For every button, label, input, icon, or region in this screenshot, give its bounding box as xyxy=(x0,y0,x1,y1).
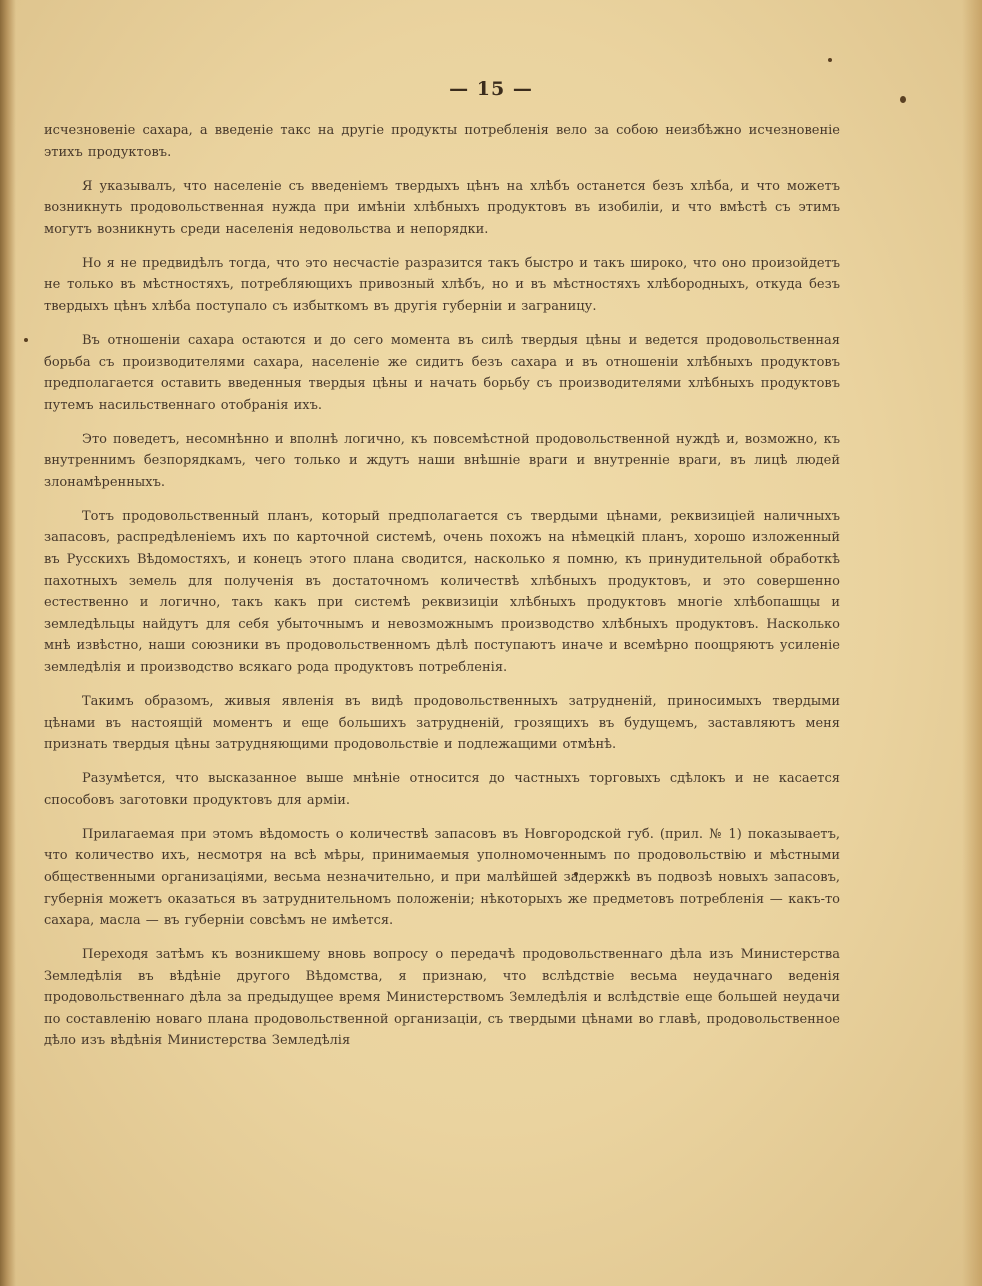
ink-speck xyxy=(828,58,832,62)
paragraph: Это поведетъ, несомнѣнно и вполнѣ логично, къ повсемѣстной продовольственной нуждѣ и, возможно, къ внутреннимъ безпорядкамъ, чего только и ждутъ наши внѣшніе враги и внутренніе враги, въ лицѣ людей злонамѣренныхъ. xyxy=(44,431,840,490)
paragraph: Прилагаемая при этомъ вѣдомость о количествѣ запасовъ въ Новгородской губ. (прил. № 1) показываетъ, что количество ихъ, несмотря на всѣ мѣры, принимаемыя уполномоченнымъ по продовольствію и мѣстными общественными организаціями, весьма незначительно, и при малѣйшей задержкѣ въ подвозѣ новыхъ запасовъ, губернія можетъ оказаться въ затруднительномъ положеніи; нѣкоторыхъ же предметовъ потребленія — какъ-то сахара, масла — въ губерніи совсѣмъ не имѣется. xyxy=(44,826,840,929)
paragraph: Въ отношеніи сахара остаются и до сего момента въ силѣ твердыя цѣны и ведется продовольственная борьба съ производителями сахара, населеніе же сидитъ безъ сахара и въ отношеніи хлѣбныхъ продуктовъ предполагается оставить введенныя твердыя цѣны и начать борьбу съ производителями хлѣбныхъ продуктовъ путемъ насильственнаго отобранія ихъ. xyxy=(44,332,840,413)
paragraph: Но я не предвидѣлъ тогда, что это несчастіе разразится такъ быстро и такъ широко, что оно произойдетъ не только въ мѣстностяхъ, потребляющихъ привозный хлѣбъ, но и въ мѣстностяхъ хлѣбородныхъ, откуда безъ твердыхъ цѣнъ хлѣба поступало съ избыткомъ въ другія губерніи и заграницу. xyxy=(44,255,840,314)
page-right-edge-shadow xyxy=(962,0,982,1286)
paragraph: Разумѣется, что высказанное выше мнѣніе относится до частныхъ торговыхъ сдѣлокъ и не касается способовъ заготовки продуктовъ для арміи. xyxy=(44,771,840,808)
ink-speck xyxy=(24,338,28,342)
paragraph: Переходя затѣмъ къ возникшему вновь вопросу о передачѣ продовольственнаго дѣла изъ Министерства Земледѣлія въ вѣдѣніе другого Вѣдомства, я признаю, что вслѣдствіе весьма неудачнаго веденія продовольственнаго дѣла за предыдущее время Министерствомъ Земледѣлія и вслѣдствіе еще большей неудачи по составленію новаго плана продовольственной организаціи, съ твердыми цѣнами во главѣ, продовольственное дѣло изъ вѣдѣнія Министерства Земледѣлія xyxy=(44,947,840,1049)
paragraph: Я указывалъ, что населеніе съ введеніемъ твердыхъ цѣнъ на хлѣбъ останется безъ хлѣба, и что можетъ возникнуть продовольственная нужда при имѣніи хлѣбныхъ продуктовъ въ изобиліи, и что вмѣстѣ съ этимъ могутъ возникнуть среди населенія недовольства и непорядки. xyxy=(44,178,840,237)
page-number: — 15 — xyxy=(449,78,533,100)
paragraph: Тотъ продовольственный планъ, который предполагается съ твердыми цѣнами, реквизиціей наличныхъ запасовъ, распредѣленіемъ ихъ по карточной системѣ, очень похожъ на нѣмецкій планъ, хорошо изложенный въ Русскихъ Вѣдомостяхъ, и конецъ этого плана сводится, насколько я помню, къ принудительной обработкѣ пахотныхъ земель для полученія въ достаточномъ количествѣ хлѣбныхъ продуктовъ, и это совершенно естественно и логично, такъ какъ при системѣ реквизиціи хлѣбныхъ продуктовъ многіе хлѣбопашцы и земледѣльцы найдутъ для себя убыточнымъ и невозможнымъ производство хлѣбныхъ продуктовъ. Насколько мнѣ извѣстно, наши союзники въ продовольственномъ дѣлѣ поступаютъ иначе и всемѣрно поощряютъ усиленіе земледѣлія и производство всякаго рода продуктовъ потребленія. xyxy=(44,508,840,676)
paragraph: Такимъ образомъ, живыя явленія въ видѣ продовольственныхъ затрудненій, приносимыхъ твердыми цѣнами въ настоящій моментъ и еще большихъ затрудненій, грозящихъ въ будущемъ, заставляютъ меня признать твердыя цѣны затрудняющими продовольствіе и подлежащими отмѣнѣ. xyxy=(44,694,840,753)
body-text xyxy=(44,120,840,1064)
page-left-edge-shadow xyxy=(0,0,16,1286)
paragraph: исчезновеніе сахара, а введеніе такс на другіе продукты потребленія вело за собою неизбѣжно исчезновеніе этихъ продуктовъ. xyxy=(44,123,840,160)
